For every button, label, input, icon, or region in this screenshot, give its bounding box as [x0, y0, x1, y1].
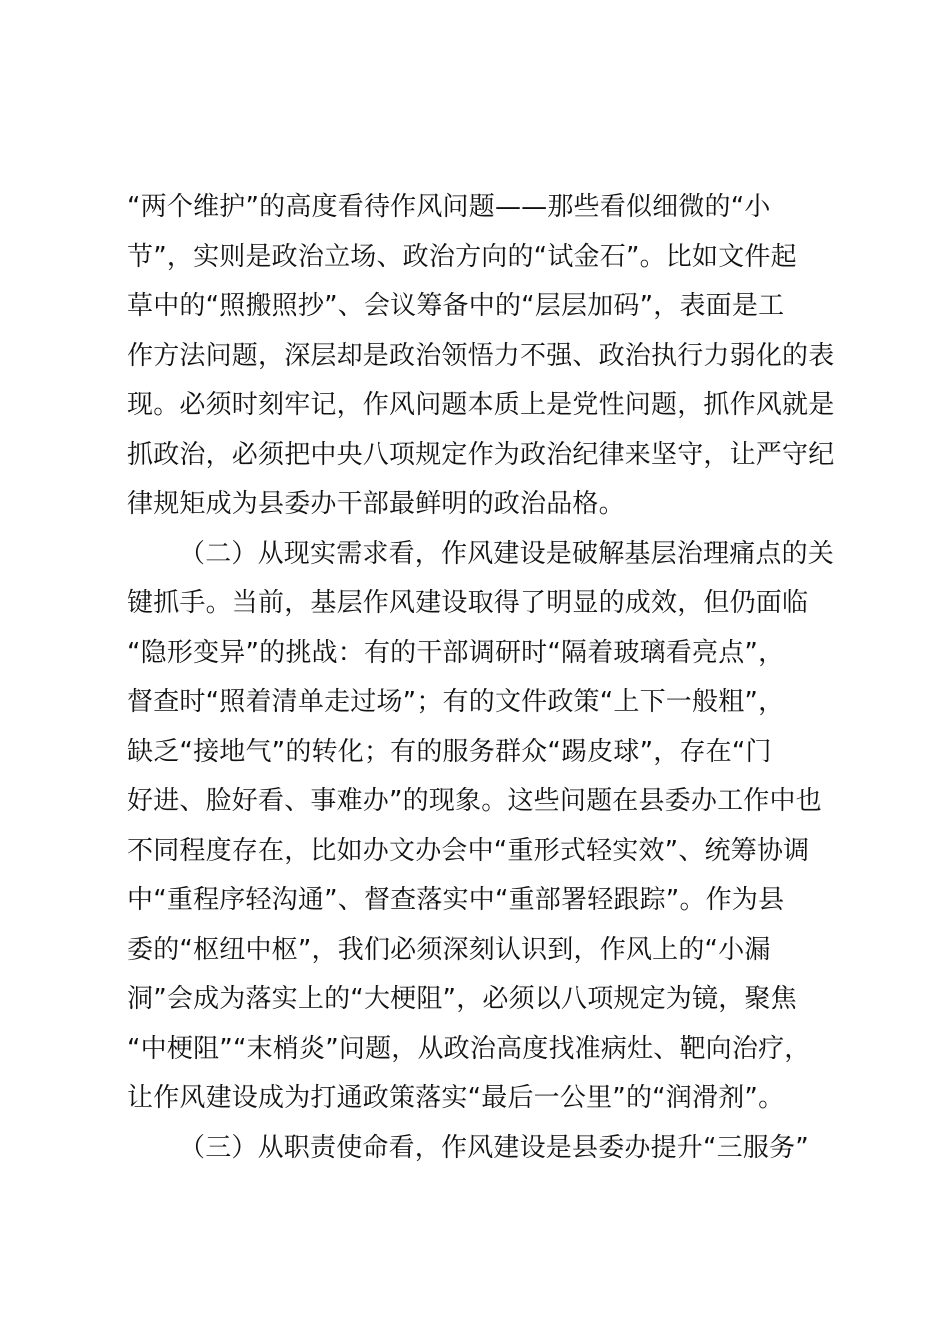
text-line: 律规矩成为县委办干部最鲜明的政治品格。 — [127, 489, 625, 519]
text-line: 督查时“照着清单走过场”；有的文件政策“上下一般粗”， — [127, 687, 785, 717]
text-line: 洞”会成为落实上的“大梗阻”，必须以八项规定为镜，聚焦 — [127, 984, 797, 1014]
text-line: “隐形变异”的挑战：有的干部调研时“隔着玻璃看亮点”， — [127, 637, 785, 668]
text-line: “两个维护”的高度看待作风问题——那些看似细微的“小 — [127, 192, 771, 222]
section-heading-line: （三）从职责使命看，作风建设是县委办提升“三服务” — [179, 1132, 809, 1163]
text-line: 现。必须时刻牢记，作风问题本质上是党性问题，抓作风就是 — [127, 390, 835, 420]
text-line: 键抓手。当前，基层作风建设取得了明显的成效，但仍面临 — [127, 588, 809, 618]
text-line: 让作风建设成为打通政策落实“最后一公里”的“润滑剂”。 — [127, 1083, 785, 1113]
text-line: 好进、脸好看、事难办”的现象。这些问题在县委办工作中也 — [127, 786, 822, 816]
body-text — [127, 183, 857, 1173]
text-line: 缺乏“接地气”的转化；有的服务群众“踢皮球”，存在“门 — [127, 736, 772, 767]
text-line: 草中的“照搬照抄”、会议筹备中的“层层加码”，表面是工 — [127, 291, 785, 321]
text-line: 中“重程序轻沟通”、督查落实中“重部署轻跟踪”。作为县 — [127, 885, 785, 915]
text-line: 委的“枢纽中枢”，我们必须深刻认识到，作风上的“小漏 — [127, 934, 771, 965]
text-line: “中梗阻”“末梢炎”问题，从政治高度找准病灶、靶向治疗， — [127, 1033, 811, 1064]
text-line: 抓政治，必须把中央八项规定作为政治纪律来坚守，让严守纪 — [127, 439, 835, 470]
section-heading-line: （二）从现实需求看，作风建设是破解基层治理痛点的关 — [179, 538, 835, 569]
text-line: 作方法问题，深层却是政治领悟力不强、政治执行力弱化的表 — [127, 340, 835, 371]
text-line: 节”，实则是政治立场、政治方向的“试金石”。比如文件起 — [127, 241, 797, 272]
text-line: 不同程度存在，比如办文办会中“重形式轻实效”、统筹协调 — [127, 835, 810, 866]
